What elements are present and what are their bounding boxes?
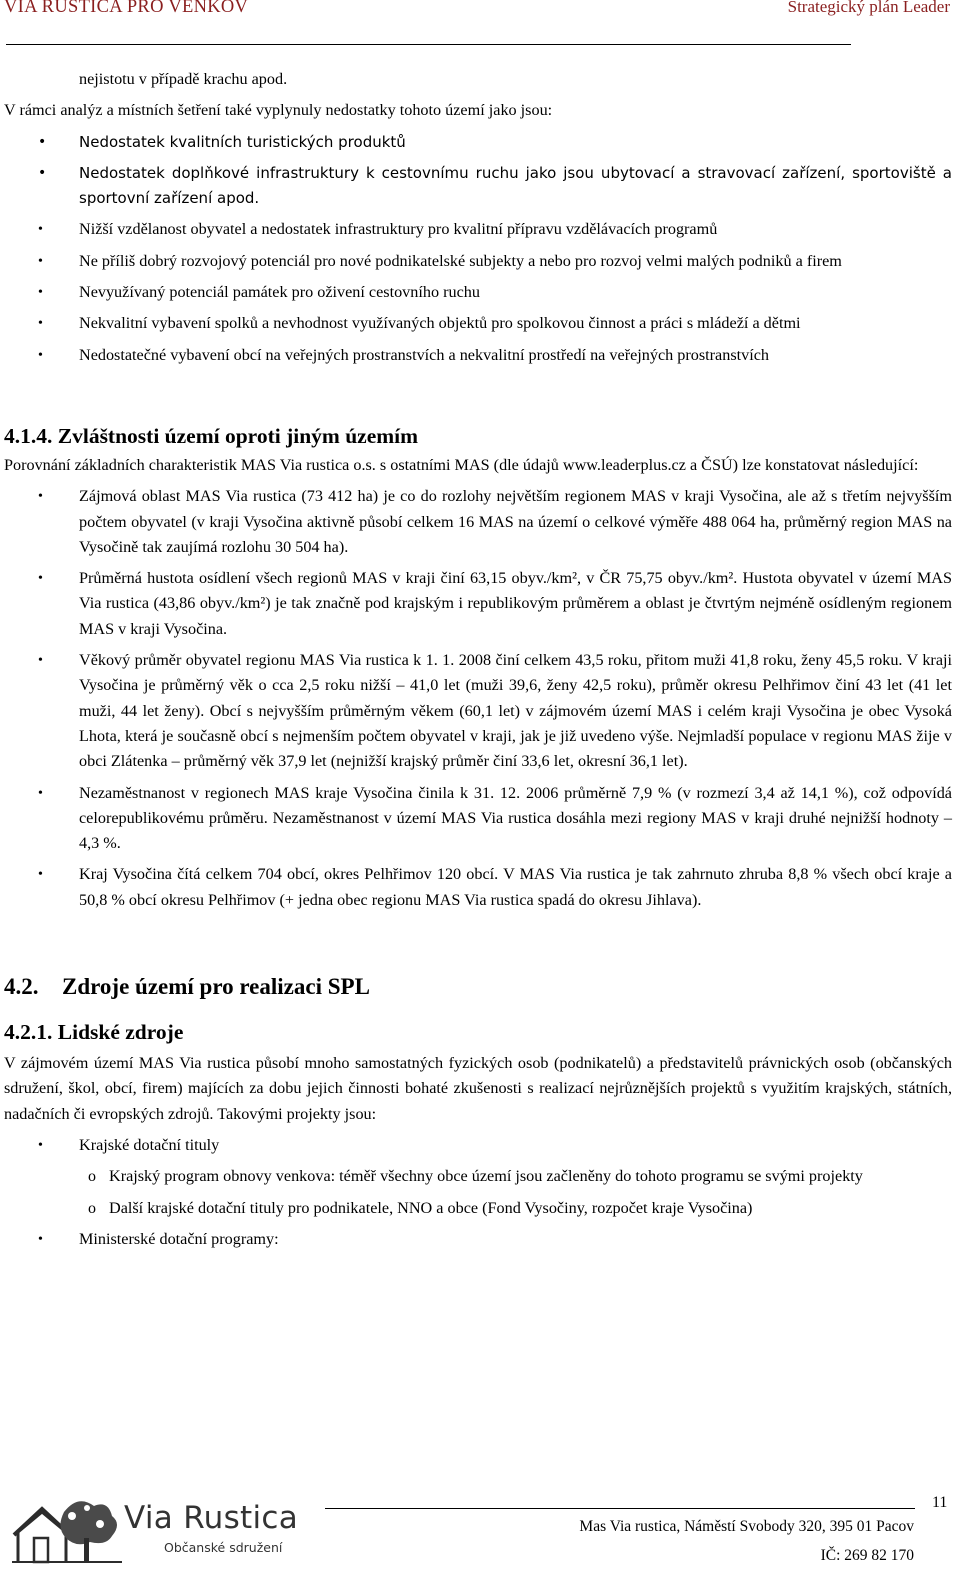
- list-item: • Nedostatek doplňkové infrastruktury k cestovnímu ruchu jako jsou ubytovací a stravovací zařízení, sportoviště a sportovní zařízení apod.: [4, 161, 952, 212]
- projects-list: [4, 1133, 952, 1252]
- sub-list: [4, 1164, 952, 1221]
- via-rustica-logo: [12, 1492, 312, 1562]
- section-heading-4-1-4: [4, 421, 952, 451]
- header-rule: [6, 44, 851, 45]
- section-title: Zvláštnosti území oproti jiným územím: [57, 423, 419, 448]
- list-item: • Průměrná hustota osídlení všech regionů MAS v kraji činí 63,15 obyv./km², v ČR 75,75 obyv./km². Hustota obyvatel v území MAS Via rustica (43,86 obyv./km²) je tak značně pod krajským i republikovým průměrem a oblast je čtvrtým nejméně osídleným regionem MAS v kraji Vysočina.: [4, 566, 952, 642]
- list-item: • Nekvalitní vybavení spolků a nevhodnost využívaných objektů pro spolkovou činnost a práci s mládeží a dětmi: [4, 311, 952, 336]
- section-title: Zdroje území pro realizaci SPL: [62, 974, 370, 1000]
- list-item: • Nižší vzdělanost obyvatel a nedostatek infrastruktury pro kvalitní přípravu vzdělávacích programů: [4, 217, 952, 242]
- footer-address: Mas Via rustica, Náměstí Svobody 320, 395 01 Pacov: [579, 1518, 914, 1535]
- section-number: 4.2.1.: [4, 1020, 53, 1045]
- weaknesses-list: [4, 130, 952, 368]
- sub-list-item: o Další krajské dotační tituly pro podnikatele, NNO a obce (Fond Vysočiny, rozpočet kraje Vysočina): [4, 1196, 952, 1221]
- list-item: • Ministerské dotační programy:: [4, 1227, 952, 1252]
- section-heading-4-2-1: [4, 1017, 952, 1047]
- section-intro: V zájmovém území MAS Via rustica působí mnoho samostatných fyzických osob (podnikatelů) a představitelů právnických osob (občanských sdružení, škol, obcí, firem) majících za dobu jejich činnosti bohaté zkušenosti s realizací nejrůznějších projektů s využitím krajských, státních, nadačních či evropských zdrojů. Takovými projekty jsou:: [4, 1054, 952, 1123]
- list-item: • Věkový průměr obyvatel regionu MAS Via rustica k 1. 1. 2008 činí celkem 43,5 roku, přitom muži 41,8 roku, ženy 45,5 roku. V kraji Vysočina je průměrný věk o cca 2,5 roku nižší – 41,0 let (muži 39,6, ženy 42,5 roku), průměr okresu Pelhřimov činí 43 let (41 let muži, 44 let ženy). Obcí s nejvyšším průměrným věkem (60,1 let) v zájmovém území MAS i celém kraji Vysočina je obec Vysoká Lhota, která je současně obcí s nejmenším počtem obyvatel v kraji, jak je již uvedeno výše. Nejmladší populace v regionu MAS žije v obci Zlátenka – průměrný věk 37,9 let (nejnižší krajský průměr činí 33,6 let, okresní 36,1 let).: [4, 648, 952, 774]
- list-item: • Ne příliš dobrý rozvojový potenciál pro nové podnikatelské subjekty a nebo pro rozvoj velmi malých podniků a firem: [4, 249, 952, 274]
- page-number: 11: [932, 1494, 948, 1511]
- logo-name: Via Rustica: [124, 1500, 299, 1536]
- header-document-title: Strategický plán Leader: [787, 0, 950, 16]
- list-item: • Nezaměstnanost v regionech MAS kraje Vysočina činila k 31. 12. 2006 průměrně 7,9 % (v rozmezí 3,4 až 14,1 %), což odpovídá celorepublikovému průměru. Nezaměstnanost v území MAS Via rustica dosáhla mezi regiony MAS v kraji druhé nejnižší hodnoty – 4,3 %.: [4, 781, 952, 857]
- continued-line: nejistotu v případě krachu apod.: [79, 70, 288, 88]
- footer-ic: IČ: 269 82 170: [820, 1547, 914, 1564]
- section-heading-4-2: [4, 971, 952, 1003]
- page-header: [0, 0, 960, 20]
- list-item: • Nevyužívaný potenciál památek pro oživení cestovního ruchu: [4, 280, 952, 305]
- weaknesses-lead: V rámci analýz a místních šetření také vyplynuly nedostatky tohoto území jako jsou:: [4, 101, 553, 120]
- header-organization-title: VIA RUSTICA PRO VENKOV: [4, 0, 249, 17]
- house-tree-logo-icon: [12, 1492, 122, 1564]
- section-title: Lidské zdroje: [57, 1020, 184, 1045]
- document-body: [4, 67, 952, 1258]
- list-item-text: Krajské dotační tituly: [79, 1135, 220, 1154]
- list-item: • Zájmová oblast MAS Via rustica (73 412 ha) je co do rozlohy největším regionem MAS v kraji Vysočina, ale až s třetím nejvyšším počtem obyvatel (v kraji Vysočina aktivně působí celkem 16 MAS na území o celkové výměře 488 064 ha, průměrný region MAS na Vysočině tak zaujímá rozlohu 30 504 ha).: [4, 484, 952, 560]
- section-intro: Porovnání základních charakteristik MAS Via rustica o.s. s ostatními MAS (dle údajů www.leaderplus.cz a ČSÚ) lze konstatovat následující:: [4, 455, 919, 474]
- characteristics-list: [4, 484, 952, 913]
- list-item: [4, 1133, 952, 1221]
- list-item: • Nedostatečné vybavení obcí na veřejných prostranstvích a nekvalitní prostředí na veřejných prostranstvích: [4, 343, 952, 368]
- section-number: 4.2.: [4, 974, 39, 1000]
- page-footer: [0, 1490, 960, 1577]
- footer-rule: [325, 1508, 915, 1509]
- logo-subtitle: Občanské sdružení: [164, 1540, 283, 1555]
- list-item: • Kraj Vysočina čítá celkem 704 obcí, okres Pelhřimov 120 obcí. V MAS Via rustica je tak zahrnuto zhruba 8,8 % všech obcí kraje a 50,8 % obcí okresu Pelhřimov (+ jedna obec regionu MAS Via rustica spadá do okresu Jihlava).: [4, 862, 952, 913]
- sub-list-item: o Krajský program obnovy venkova: téměř všechny obce území jsou začleněny do tohoto programu se svými projekty: [4, 1164, 952, 1189]
- list-item: • Nedostatek kvalitních turistických produktů: [4, 130, 952, 155]
- section-number: 4.1.4.: [4, 423, 53, 448]
